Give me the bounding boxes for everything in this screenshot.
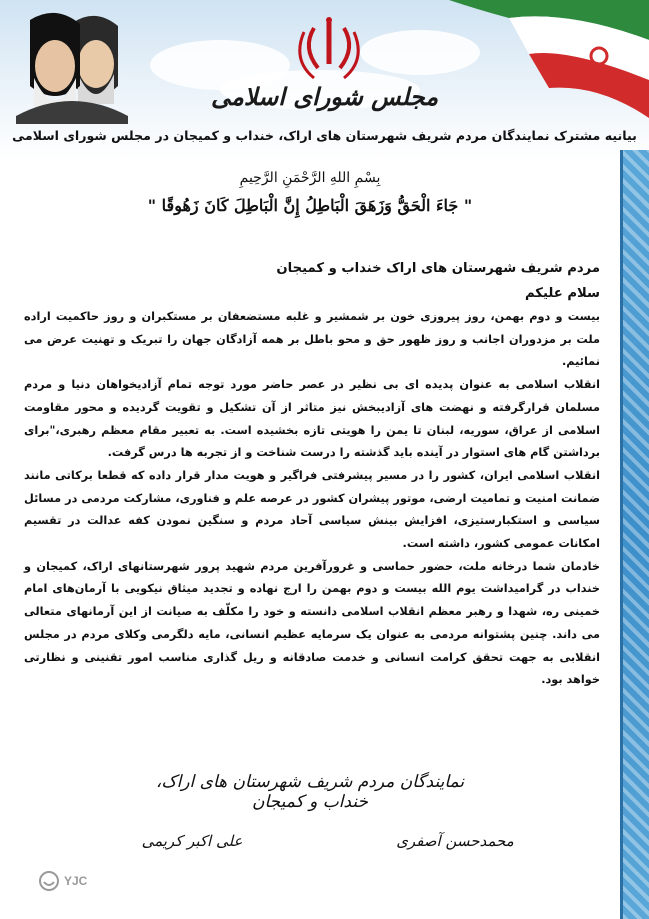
parliament-name-logotype: مجلس شورای اسلامی [210, 82, 439, 111]
signature-line: نمایندگان مردم شریف شهرستان های اراک، خنداب و کمیجان [155, 772, 465, 812]
iran-emblem-icon [294, 14, 364, 84]
yjc-logo-icon [38, 870, 60, 892]
paragraph-4: خادمان شما درخانه ملت، حضور حماسی و غرورآفرین مردم شهید پرور شهرستانهای اراک، کمیجان و خنداب در گرامیداشت یوم الله بیست و دوم بهمن را ارج نهاده و تجدید میثاق نیکویی با آرمان‌های امام خمینی ره، شهدا و رهبر معظم انقلاب اسلامی دانسته و خود را مکلّف به صیانت از این آرمانهای متعالی می داند. چنین پشتوانه مردمی به عنوان یک سرمایه عظیم انسانی، مایه دلگرمی وکلای مردم در مجلس انقلابی به جهت تحقق کرامت انسانی و خدمت صادقانه و ریل گذاری مناسب امور تقنینی و نظارتی خواهد بود. [24, 559, 600, 687]
yjc-watermark [38, 868, 108, 894]
address-line: مردم شریف شهرستان های اراک خنداب و کمیجان [276, 261, 600, 276]
quran-verse: " جَاءَ الْحَقُّ وَزَهَقَ الْبَاطِلُ إِنَّ الْبَاطِلَ كَانَ زَهُوقًا " [147, 196, 473, 215]
decorative-border-line [620, 150, 623, 919]
statement-subtitle: بیانیه مشترک نمایندگان مردم شریف شهرستان های اراک، خنداب و کمیجان در مجلس شورای اسلامی [12, 128, 637, 143]
paragraph-2: انقلاب اسلامی به عنوان پدیده ای بی نظیر در عصر حاضر مورد توجه تمام آزادیخواهان دنیا و مردم مسلمان قرارگرفته و نهضت های آزادیبخش نیز متاثر از آن تشکیل و تقویت گردیده و محور مقاومت اسلامی از عراق، سوریه، لبنان تا یمن را هویتی تازه بخشیده است. به تعبیر مقام معظم رهبری،"برای برداشتن گام های استوار در آینده باید گذشته را درست شناخت و از تجربه ها درس گرفت. [24, 378, 600, 460]
statement-body [24, 256, 600, 692]
paragraph-3: انقلاب اسلامی ایران، کشور را در مسیر پیشرفتی فراگیر و هویت مدار قرار داده که قطعا برکاتی مانند ضمانت امنیت و تمامیت ارضی، موتور پیشران کشور در عرصه علم و فناوری، مشارکت مردمی در مسائل سیاسی و استکبارستیزی، افزایش بینش سیاسی آحاد مردم و سنگین نمودن کفه عدالت در تقسیم امکانات عمومی کشور، داشته است. [24, 468, 600, 551]
bismillah: بِسْمِ اللهِ الرَّحْمَنِ الرَّحِيمِ [239, 170, 381, 186]
paragraph-1: بیست و دوم بهمن، روز پیروزی خون بر شمشیر و غلبه مستضعفان بر مستکبران و روز حاکمیت اراده ملت بر مزدوران اجانب و روز ظهور حق و محو باطل بر همه آزادگان جهان را تبریک و تهنیت عرض می نمائیم. [24, 310, 600, 369]
decorative-border [623, 150, 649, 919]
watermark-text: YJC [64, 874, 88, 888]
signer-right: محمدحسن آصفری [396, 832, 514, 850]
signer-left: علی اکبر کریمی [141, 832, 243, 850]
greeting: سلام علیکم [524, 286, 600, 301]
